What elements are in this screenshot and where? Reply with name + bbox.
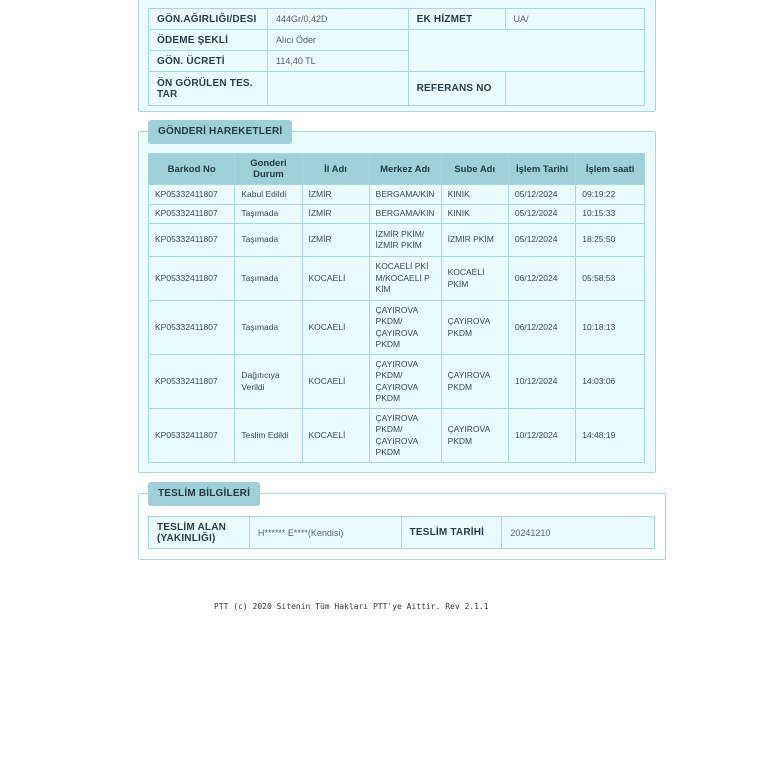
cell-barcode: KP05332411807 [149, 185, 235, 205]
cell-city: İZMİR [302, 224, 369, 257]
cell-branch: KOCAELİ PKİM [441, 257, 508, 301]
cell-barcode: KP05332411807 [149, 224, 235, 257]
cell-time: 05:58:53 [576, 257, 645, 301]
cell-time: 09:19:22 [576, 185, 645, 205]
cell-date: 06/12/2024 [508, 257, 575, 301]
delivery-table [148, 516, 655, 549]
table-row [149, 224, 645, 257]
weight-label: GÖN.AĞIRLIĞI/DESI [149, 9, 268, 30]
cell-status: Taşımada [235, 257, 302, 301]
cell-city: İZMİR [302, 205, 369, 224]
fee-label: GÖN. ÜCRETİ [149, 51, 268, 72]
header-branch: Sube Adı [441, 154, 508, 185]
header-date: İşlem Tarihi [508, 154, 575, 185]
cell-branch: ÇAYIROVA PKDM [441, 301, 508, 355]
cell-city: KOCAELİ [302, 355, 369, 409]
cell-center: BERGAMA/KIN [369, 185, 441, 205]
table-row [149, 257, 645, 301]
cell-branch: ÇAYIROVA PKDM [441, 355, 508, 409]
cell-status: Taşımada [235, 205, 302, 224]
expected-date-label: ÖN GÖRÜLEN TES. TAR [149, 72, 268, 106]
cell-center: BERGAMA/KIN [369, 205, 441, 224]
table-row [149, 205, 645, 224]
expected-date-value [267, 72, 408, 106]
cell-date: 05/12/2024 [508, 224, 575, 257]
header-status: Gonderi Durum [235, 154, 302, 185]
cell-status: Teslim Edildi [235, 409, 302, 463]
shipment-info-table [148, 8, 645, 106]
cell-city: KOCAELİ [302, 409, 369, 463]
cell-time: 18:25:50 [576, 224, 645, 257]
extra-service-value: UA/ [505, 9, 645, 30]
cell-time: 14:48:19 [576, 409, 645, 463]
cell-branch: KINIK [441, 185, 508, 205]
cell-city: KOCAELİ [302, 301, 369, 355]
cell-center: ÇAYIROVA PKDM/ ÇAYIROVA PKDM [369, 301, 441, 355]
cell-branch: ÇAYIROVA PKDM [441, 409, 508, 463]
cell-status: Taşımada [235, 224, 302, 257]
payment-value: Alıcı Öder [267, 30, 408, 51]
footer-copyright: PTT (c) 2020 Sitenin Tüm Hakları PTT'ye Aittir. Rev 2.1.1 [214, 602, 489, 611]
table-row [149, 409, 645, 463]
fee-value: 114,40 TL [267, 51, 408, 72]
table-row [149, 355, 645, 409]
table-row [149, 301, 645, 355]
cell-date: 10/12/2024 [508, 409, 575, 463]
header-city: İl Adı [302, 154, 369, 185]
delivery-tab: TESLİM BİLGİLERİ [148, 482, 260, 506]
receiver-value: H****** E****(Kendisi) [249, 517, 401, 549]
movements-header-row [149, 154, 645, 185]
cell-branch: KINIK [441, 205, 508, 224]
cell-city: KOCAELİ [302, 257, 369, 301]
cell-center: KOCAELİ PKİM/KOCAELİ PKİM [369, 257, 441, 301]
cell-status: Dağıtıcıya Verildi [235, 355, 302, 409]
cell-date: 05/12/2024 [508, 185, 575, 205]
cell-center: ÇAYIROVA PKDM/ ÇAYIROVA PKDM [369, 409, 441, 463]
cell-barcode: KP05332411807 [149, 301, 235, 355]
movements-tab: GÖNDERİ HAREKETLERİ [148, 120, 292, 144]
header-center: Merkez Adı [369, 154, 441, 185]
cell-time: 14:03:06 [576, 355, 645, 409]
cell-time: 10:18:13 [576, 301, 645, 355]
cell-barcode: KP05332411807 [149, 355, 235, 409]
cell-date: 10/12/2024 [508, 355, 575, 409]
cell-status: Kabul Edildi [235, 185, 302, 205]
cell-status: Taşımada [235, 301, 302, 355]
receiver-label: TESLİM ALAN (YAKINLIĞI) [149, 517, 250, 549]
cell-barcode: KP05332411807 [149, 257, 235, 301]
cell-date: 06/12/2024 [508, 301, 575, 355]
header-time: İşlem saati [576, 154, 645, 185]
movements-table [148, 153, 645, 463]
cell-barcode: KP05332411807 [149, 409, 235, 463]
cell-center: İZMİR PKİM/ İZMİR PKİM [369, 224, 441, 257]
delivery-date-label: TESLİM TARİHİ [401, 517, 502, 549]
header-barcode: Barkod No [149, 154, 235, 185]
reference-value [505, 72, 645, 106]
cell-barcode: KP05332411807 [149, 205, 235, 224]
delivery-date-value: 20241210 [502, 517, 655, 549]
cell-date: 05/12/2024 [508, 205, 575, 224]
extra-service-label: EK HİZMET [408, 9, 505, 30]
table-row [149, 185, 645, 205]
cell-center: ÇAYIROVA PKDM/ ÇAYIROVA PKDM [369, 355, 441, 409]
reference-label: REFERANS NO [408, 72, 505, 106]
empty-cell [408, 30, 644, 72]
payment-label: ÖDEME ŞEKLİ [149, 30, 268, 51]
cell-branch: İZMİR PKİM [441, 224, 508, 257]
cell-time: 10:15:33 [576, 205, 645, 224]
cell-city: İZMİR [302, 185, 369, 205]
weight-value: 444Gr/0,42D [267, 9, 408, 30]
